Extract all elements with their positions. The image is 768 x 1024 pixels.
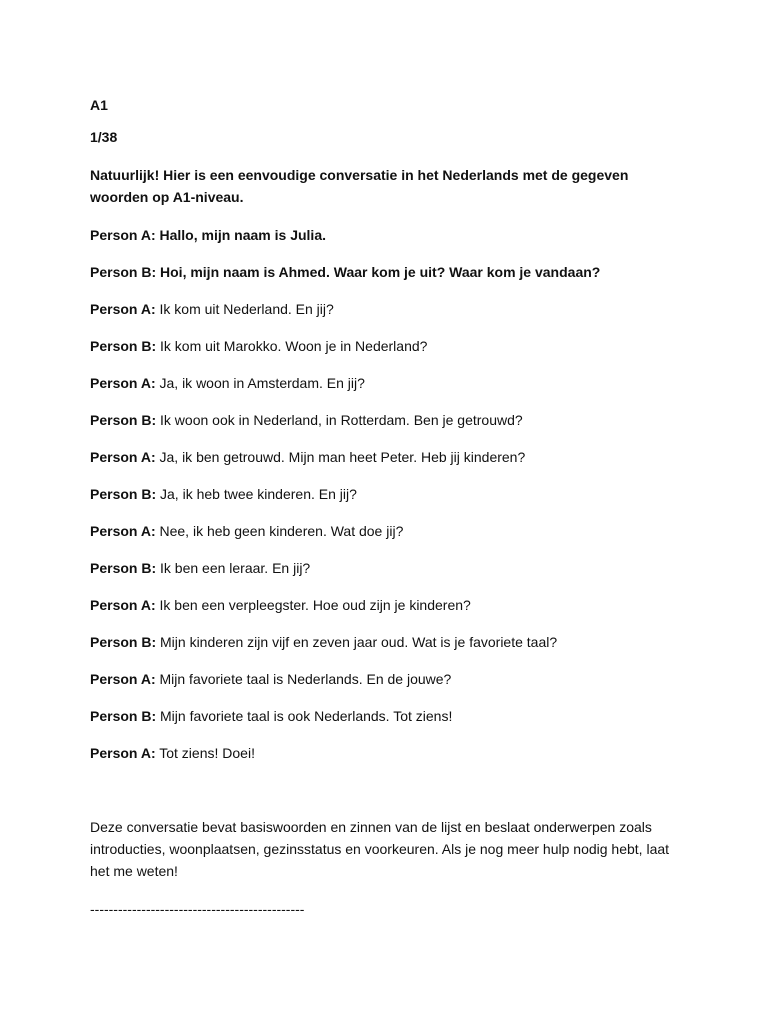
dialogue-line-bold: Person A: Hallo, mijn naam is Julia. [90,227,326,243]
dialogue-line [90,372,690,394]
speaker-label: Person B: [90,634,157,650]
dialogue-line [90,631,690,653]
dialogue-text: Mijn kinderen zijn vijf en zeven jaar oud. Wat is je favoriete taal? [156,634,558,650]
dialogue-line [90,409,690,431]
dialogue-line [90,446,690,468]
closing-paragraph: Deze conversatie bevat basiswoorden en zinnen van de lijst en beslaat onderwerpen zoals introducties, woonplaatsen, gezinsstatus en voorkeuren. Als je nog meer hulp nodig hebt, laat het me weten! [90,819,670,879]
speaker-label: Person A: [90,449,156,465]
speaker-label: Person B: [90,486,157,502]
dialogue-text: Ik kom uit Nederland. En jij? [155,301,334,317]
dialogue-text: Ik kom uit Marokko. Woon je in Nederland? [156,338,428,354]
dialogue-text: Ik woon ook in Nederland, in Rotterdam. Ben je getrouwd? [156,412,523,428]
speaker-label: Person B: [90,708,157,724]
page-counter: 1/38 [90,129,118,145]
dialogue-line [90,594,690,616]
speaker-label: Person A: [90,523,156,539]
dialogue-line [90,335,690,357]
speaker-label: Person B: [90,338,157,354]
dialogue-text: Ik ben een verpleegster. Hoe oud zijn je kinderen? [155,597,471,613]
speaker-label: Person A: [90,671,156,687]
dialogue-line [90,520,690,542]
dialogue-line [90,557,690,579]
speaker-label: Person A: [90,301,156,317]
dialogue-text: Mijn favoriete taal is ook Nederlands. Tot ziens! [156,708,453,724]
dialogue-line-bold: Person B: Hoi, mijn naam is Ahmed. Waar kom je uit? Waar kom je vandaan? [90,264,601,280]
dialogue-text: Ja, ik heb twee kinderen. En jij? [156,486,357,502]
dialogue-line [90,705,690,727]
dialogue-list [90,298,690,764]
divider-line: ---------------------------------------------- [90,901,305,917]
dialogue-text: Ja, ik woon in Amsterdam. En jij? [155,375,365,391]
intro-paragraph: Natuurlijk! Hier is een eenvoudige conversatie in het Nederlands met de gegeven woorden op A1-niveau. [90,167,629,205]
speaker-label: Person B: [90,560,157,576]
speaker-label: Person A: [90,375,156,391]
speaker-label: Person A: [90,597,156,613]
dialogue-line [90,483,690,505]
document-page [90,94,690,920]
level-heading: A1 [90,97,108,113]
dialogue-line [90,298,690,320]
dialogue-text: Mijn favoriete taal is Nederlands. En de jouwe? [155,671,452,687]
dialogue-text: Ik ben een leraar. En jij? [156,560,311,576]
speaker-label: Person A: [90,745,156,761]
dialogue-text: Nee, ik heb geen kinderen. Wat doe jij? [155,523,404,539]
dialogue-text: Ja, ik ben getrouwd. Mijn man heet Peter. Heb jij kinderen? [155,449,526,465]
dialogue-text: Tot ziens! Doei! [155,745,255,761]
dialogue-line [90,668,690,690]
dialogue-line [90,742,690,764]
speaker-label: Person B: [90,412,157,428]
